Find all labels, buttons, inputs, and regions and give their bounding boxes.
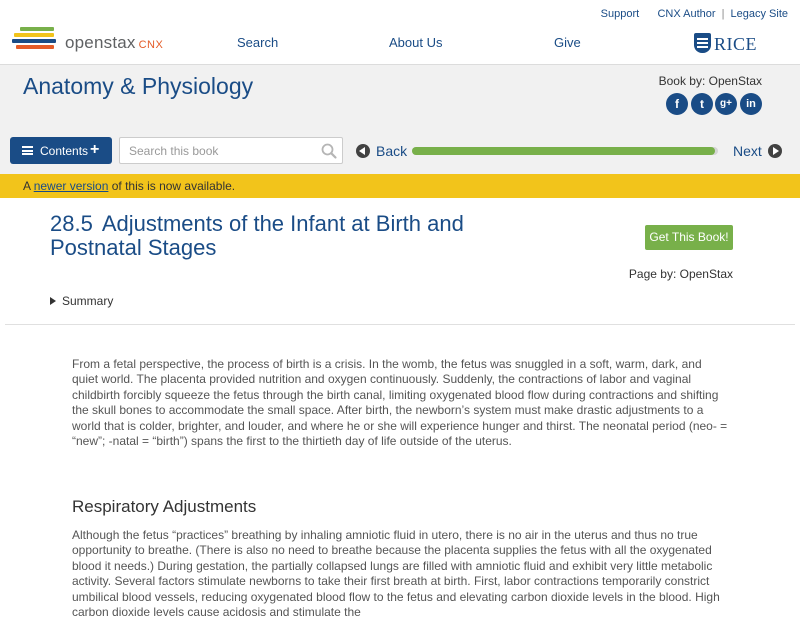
get-this-book-button[interactable]: Get This Book!: [645, 225, 733, 250]
google-plus-share-icon[interactable]: g+: [715, 93, 737, 115]
section-heading: Respiratory Adjustments: [72, 497, 257, 516]
search-input[interactable]: [120, 138, 316, 163]
back-button[interactable]: [356, 143, 407, 159]
list-icon: [22, 146, 33, 155]
progress-fill: [412, 147, 715, 155]
book-title[interactable]: Anatomy & Physiology: [23, 73, 254, 99]
nav-search[interactable]: Search: [237, 35, 279, 50]
support-link[interactable]: Support: [600, 8, 640, 20]
intro-paragraph: From a fetal perspective, the process of birth is a crisis. In the womb, the fetus was snuggled in a soft, warm, dark, and quiet world. The placenta provided nutrition and oxygen continuously. Suddenly, the contractions of labor and vaginal childbirth forcibly squeeze the fetus through the birth canal, limiting oxygenated blood flow during contractions and shifting the skull bones to accommodate the small space. After birth, the newborn’s system must make drastic adjustments to a world that is colder, brighter, and louder, and where he or she will experience hunger and thirst. The neonatal period (neo- = “new”; -natal = “birth”) spans the first to the thirtieth day of life outside of the uterus.: [72, 357, 728, 449]
next-label: Next: [733, 143, 762, 159]
rice-logo[interactable]: [694, 33, 758, 55]
book-toolbar: [0, 128, 800, 174]
newer-version-link[interactable]: newer version: [33, 179, 109, 193]
triangle-right-icon: [50, 297, 56, 305]
nav-about-us[interactable]: About Us: [389, 35, 443, 50]
openstax-logo-icon: [12, 25, 58, 53]
section-number: 28.5: [50, 211, 93, 236]
summary-label: Summary: [62, 294, 114, 308]
openstax-cnx-logo[interactable]: [12, 25, 172, 57]
rice-shield-icon: [694, 33, 711, 53]
book-author: Book by: OpenStax: [658, 74, 762, 88]
reading-progress-bar: [412, 147, 718, 155]
page-title: [50, 212, 520, 260]
separator: [645, 8, 651, 20]
rice-wordmark: RICE: [714, 34, 758, 54]
twitter-share-icon[interactable]: t: [691, 93, 713, 115]
divider: [5, 324, 795, 325]
contents-button[interactable]: [10, 137, 112, 164]
plus-icon: +: [90, 141, 100, 158]
search-icon[interactable]: [321, 143, 337, 159]
summary-toggle[interactable]: [50, 294, 113, 308]
nav-give[interactable]: Give: [554, 35, 581, 50]
logo-wordmark: openstax CNX: [65, 33, 164, 52]
newer-version-notice: [0, 174, 800, 198]
body-paragraph: Although the fetus “practices” breathing by inhaling amniotic fluid in utero, there is no air in the uterus and thus no true opportunity to breathe. (There is also no need to breathe because the placenta supplies the fetus with all the oxygenated blood it needs.) During gestation, the partially collapsed lungs are filled with amniotic fluid and exhibit very little metabolic activity. Several factors stimulate newborns to take their first breath at birth. First, labor contractions temporarily constrict umbilical blood vessels, reducing oxygenated blood flow to the fetus and elevating carbon dioxide levels in the blood. High carbon dioxide levels cause acidosis and stimulate the: [72, 528, 720, 620]
arrow-left-icon: [356, 144, 370, 158]
notice-suffix: of this is now available.: [108, 179, 236, 193]
book-search: [119, 137, 343, 164]
page-author: Page by: OpenStax: [628, 267, 733, 281]
notice-prefix: A: [23, 179, 34, 193]
book-header: [0, 64, 800, 128]
arrow-right-icon: [768, 144, 782, 158]
next-button[interactable]: [733, 143, 782, 159]
linkedin-share-icon[interactable]: in: [740, 93, 762, 115]
section-title: Adjustments of the Infant at Birth and Postnatal Stages: [50, 211, 464, 260]
contents-label: Contents: [40, 144, 89, 158]
back-label: Back: [376, 143, 408, 159]
cnx-author-link[interactable]: CNX Author: [657, 8, 716, 20]
separator: |: [721, 8, 725, 20]
facebook-share-icon[interactable]: f: [666, 93, 688, 115]
legacy-site-link[interactable]: Legacy Site: [730, 8, 788, 20]
utility-links: [601, 8, 788, 20]
top-header: [0, 0, 800, 64]
